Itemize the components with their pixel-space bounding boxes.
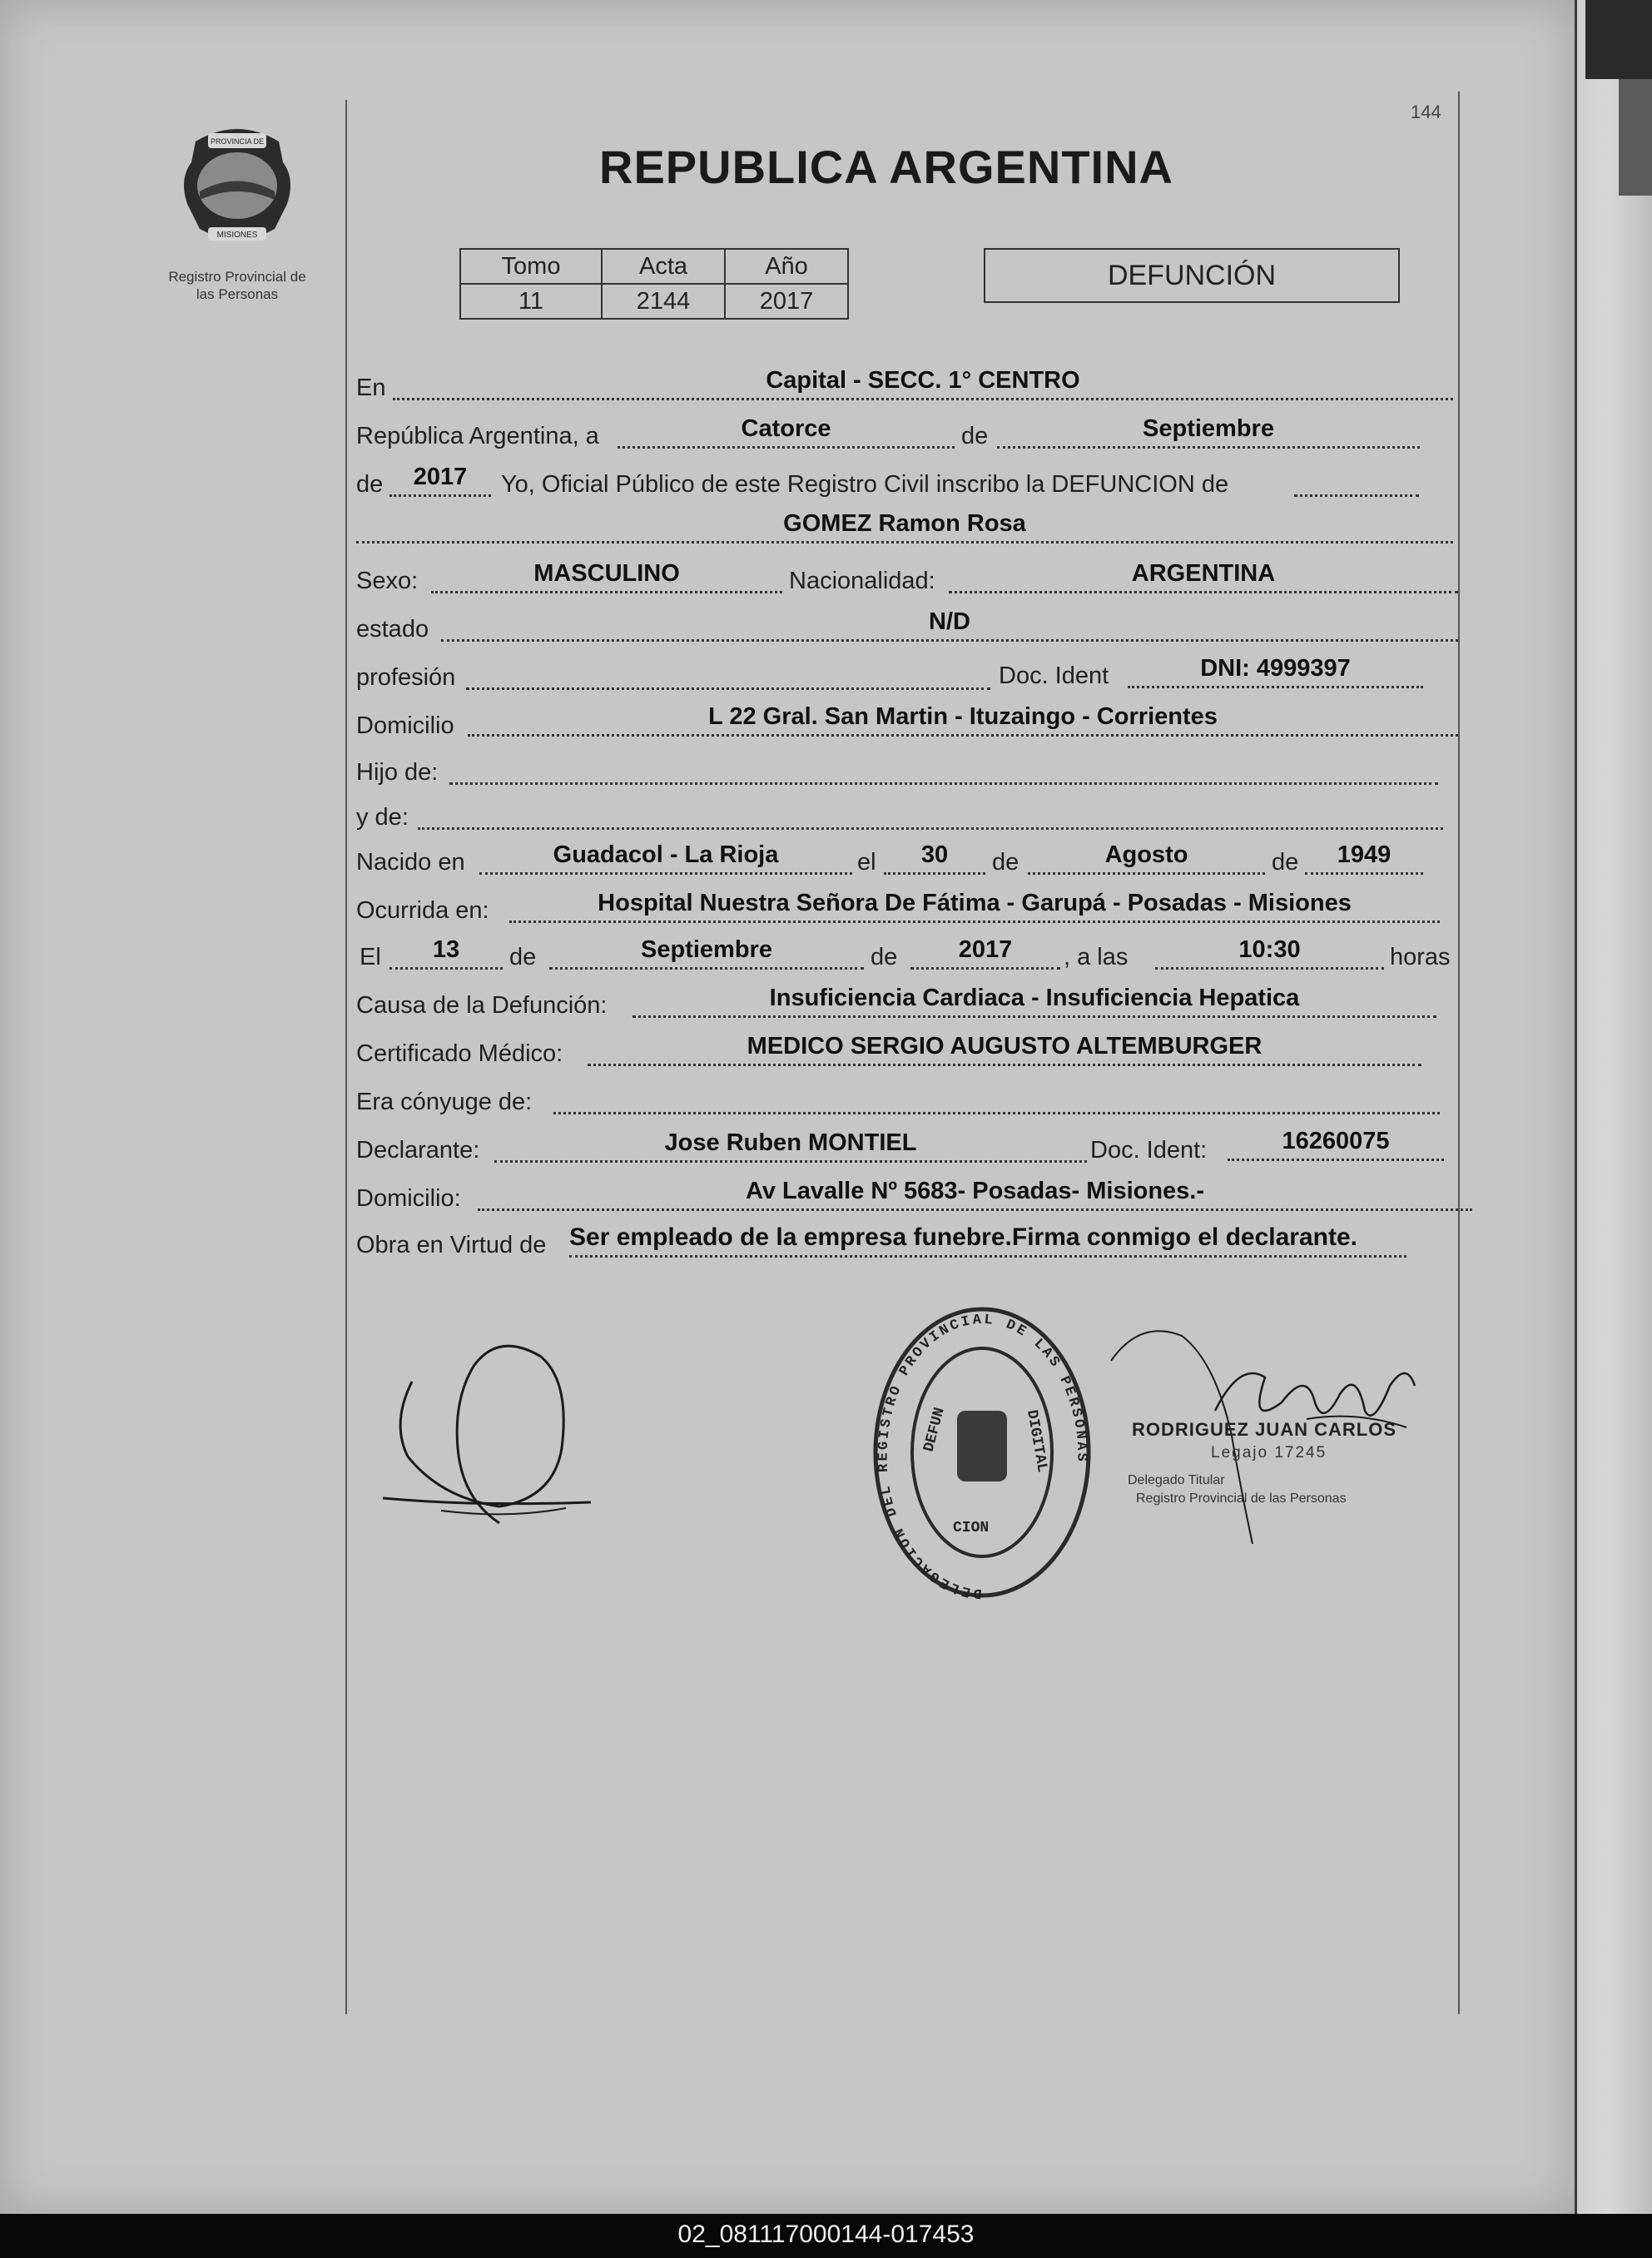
- declarante-field: Jose Ruben MONTIEL: [494, 1129, 1087, 1163]
- nacionalidad-label: Nacionalidad:: [789, 568, 935, 594]
- stamp-inner-left: DEFUN: [920, 1406, 949, 1454]
- el2-label: El: [360, 944, 381, 970]
- official-cargo: Delegado Titular: [1128, 1473, 1225, 1487]
- de-label-5: de: [509, 944, 537, 970]
- domicilio-label: Domicilio: [356, 712, 454, 739]
- sexo-label: Sexo:: [356, 568, 419, 594]
- oficial-text: Yo, Oficial Público de este Registro Civil inscribo la DEFUNCION de: [501, 471, 1229, 498]
- hora-field: 10:30: [1155, 935, 1384, 970]
- certificado-label: Certificado Médico:: [356, 1040, 563, 1067]
- domicilio-field: L 22 Gral. San Martin - Ituzaingo - Corrientes: [468, 702, 1458, 737]
- document-type-box: DEFUNCIÓN: [984, 248, 1400, 303]
- provincia-seal-icon: [171, 112, 304, 254]
- certificado-field: MEDICO SERGIO AUGUSTO ALTEMBURGER: [588, 1032, 1421, 1066]
- hijo-field: [449, 751, 1438, 785]
- seal-text-top: PROVINCIA DE: [210, 137, 265, 146]
- nacido-mes-field: Agosto: [1028, 841, 1265, 875]
- page-edge-shadow: [1585, 0, 1652, 79]
- logo-caption: [141, 268, 333, 303]
- muerte-anio-field: 2017: [910, 935, 1060, 970]
- stamp-inner-bottom: CION: [953, 1520, 990, 1536]
- nacido-dia-field: 30: [884, 841, 985, 875]
- stamp-inner-right: DIGITAL: [1023, 1408, 1050, 1474]
- conyuge-field: [553, 1080, 1440, 1114]
- estado-label: estado: [356, 616, 429, 643]
- causa-label: Causa de la Defunción:: [356, 992, 608, 1019]
- nombre-field: GOMEZ Ramon Rosa: [356, 509, 1453, 543]
- ocurrida-field: Hospital Nuestra Señora De Fátima - Garupá - Posadas - Misiones: [509, 889, 1440, 923]
- logo-caption-line1: Registro Provincial de: [168, 269, 306, 285]
- domicilio2-label: Domicilio:: [356, 1185, 461, 1212]
- de-label-2: de: [356, 471, 384, 498]
- en-label: En: [356, 375, 386, 401]
- de-label-1: de: [961, 423, 989, 449]
- anio-field: 2017: [389, 463, 491, 497]
- footer-code: 02_081117000144-017453: [677, 2221, 975, 2248]
- anio-header: Año: [725, 249, 848, 284]
- profesion-field: [466, 656, 990, 690]
- obra-field: Ser empleado de la empresa funebre.Firma conmigo el declarante.: [569, 1223, 1406, 1258]
- doc2-label: Doc. Ident:: [1090, 1137, 1208, 1164]
- muerte-mes-field: Septiembre: [549, 935, 864, 970]
- mes-field: Septiembre: [997, 414, 1420, 449]
- yde-field: [418, 796, 1443, 830]
- de-label-3: de: [992, 849, 1019, 876]
- official-stamp-icon: [870, 1303, 1094, 1602]
- yde-label: y de:: [356, 804, 409, 831]
- acta-header: Acta: [602, 249, 725, 284]
- logo-caption-line2: las Personas: [196, 286, 279, 302]
- left-margin-line: [345, 100, 347, 2014]
- document-title: REPUBLICA ARGENTINA: [599, 141, 1173, 193]
- lugar-field: Capital - SECC. 1° CENTRO: [393, 366, 1453, 400]
- page-number: 144: [1411, 102, 1441, 122]
- tomo-value: 11: [460, 284, 602, 319]
- declarante-signature-icon: [375, 1332, 608, 1540]
- stamp-outer-text: DELEGACION DEL REGISTRO PROVINCIAL DE LAS PERSONAS: [876, 1312, 1089, 1601]
- page-edge: [1577, 0, 1652, 2214]
- ocurrida-label: Ocurrida en:: [356, 897, 489, 924]
- official-registro: Registro Provincial de las Personas: [1136, 1491, 1347, 1506]
- nacido-label: Nacido en: [356, 849, 465, 876]
- oficial-trailing-field: [1294, 463, 1419, 497]
- domicilio2-field: Av Lavalle Nº 5683- Posadas- Misiones.-: [478, 1177, 1472, 1211]
- muerte-dia-field: 13: [389, 935, 503, 970]
- right-margin-line: [1458, 92, 1460, 2014]
- anio-value: 2017: [725, 284, 848, 319]
- nacido-lugar-field: Guadacol - La Rioja: [479, 841, 852, 875]
- official-legajo: Legajo 17245: [1211, 1444, 1327, 1461]
- horas-label: horas: [1390, 944, 1451, 970]
- official-name: RODRIGUEZ JUAN CARLOS: [1132, 1419, 1397, 1440]
- reference-table: [459, 248, 849, 320]
- republica-label: República Argentina, a: [356, 423, 599, 449]
- seal-text-bottom: MISIONES: [216, 231, 258, 240]
- obra-label: Obra en Virtud de: [356, 1232, 547, 1258]
- causa-field: Insuficiencia Cardiaca - Insuficiencia Hepatica: [633, 984, 1436, 1018]
- de-label-6: de: [871, 944, 898, 970]
- conyuge-label: Era cónyuge de:: [356, 1089, 533, 1115]
- alas-label: , a las: [1064, 944, 1129, 970]
- estado-field: N/D: [441, 608, 1458, 642]
- tomo-header: Tomo: [460, 249, 602, 284]
- sexo-field: MASCULINO: [431, 559, 782, 593]
- doc-label: Doc. Ident: [999, 663, 1109, 689]
- nacionalidad-field: ARGENTINA: [949, 559, 1458, 593]
- doc-field: DNI: 4999397: [1128, 654, 1423, 688]
- nacido-anio-field: 1949: [1305, 841, 1423, 875]
- declarante-label: Declarante:: [356, 1137, 480, 1164]
- page-edge-shadow-lower: [1619, 79, 1652, 196]
- acta-value: 2144: [602, 284, 725, 319]
- de-label-4: de: [1272, 849, 1299, 876]
- el-label: el: [857, 849, 876, 876]
- hijo-label: Hijo de:: [356, 759, 439, 786]
- profesion-label: profesión: [356, 664, 456, 691]
- dia-field: Catorce: [618, 414, 955, 449]
- doc2-field: 16260075: [1228, 1127, 1444, 1161]
